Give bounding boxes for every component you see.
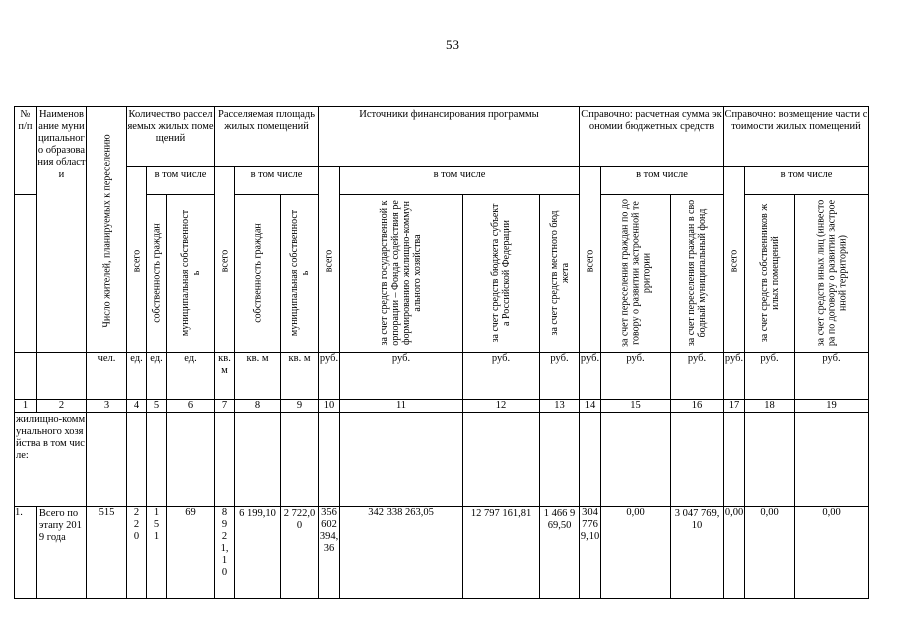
header-rooms-incl: в том числе: [147, 167, 215, 195]
colnum-17: 17: [724, 400, 745, 413]
colnum-10: 10: [319, 400, 340, 413]
units-row: [15, 353, 869, 400]
unit-c8: кв. м: [235, 353, 281, 400]
header-compensation: Справочно: возмещение части стоимости жилых помещений: [724, 107, 869, 167]
row-save-total: 3047769,10: [580, 507, 601, 599]
colnum-18: 18: [745, 400, 795, 413]
colnum-2: 2: [36, 400, 86, 413]
header-funding: Источники финансирования программы: [319, 107, 580, 167]
header-savings: Справочно: расчетная сумма экономии бюджетных средств: [580, 107, 724, 167]
row-fund-corp: 342 338 263,05: [340, 507, 463, 599]
header-comp-owners: за счет средств собственников жилых помещений: [745, 195, 795, 353]
unit-c12: руб.: [463, 353, 540, 400]
table-row: [15, 507, 869, 599]
colnum-1: 1: [15, 400, 37, 413]
header-comp-incl: в том числе: [745, 167, 869, 195]
unit-c15: руб.: [601, 353, 671, 400]
row-fund-total: 356602394,36: [319, 507, 340, 599]
row-rooms-total: 220: [127, 507, 147, 599]
header-save-incl: в том числе: [601, 167, 724, 195]
row-area-total: 8921,10: [215, 507, 235, 599]
unit-c7: кв.м: [215, 353, 235, 400]
unit-c9: кв. м: [281, 353, 319, 400]
row-num: 1.: [15, 507, 37, 599]
unit-c2: [36, 353, 86, 400]
colnum-7: 7: [215, 400, 235, 413]
colnum-16: 16: [671, 400, 724, 413]
unit-c16: руб.: [671, 353, 724, 400]
colnum-15: 15: [601, 400, 671, 413]
colnum-8: 8: [235, 400, 281, 413]
header-area-incl: в том числе: [235, 167, 319, 195]
header-num-blank: [15, 195, 37, 353]
unit-c11: руб.: [340, 353, 463, 400]
unit-c19: руб.: [795, 353, 869, 400]
colnum-6: 6: [167, 400, 215, 413]
header-area: Расселяемая площадь жилых помещений: [215, 107, 319, 167]
colnum-11: 11: [340, 400, 463, 413]
header-save-contract: за счет переселения граждан по договору о развитии застроенной территории: [601, 195, 671, 353]
header-fund-local: за счет средств местного бюджета: [540, 195, 580, 353]
header-rooms-own: собственность граждан: [147, 195, 167, 353]
header-residents: Число жителей, планируемых к переселению: [87, 107, 127, 353]
colnum-12: 12: [463, 400, 540, 413]
colnum-13: 13: [540, 400, 580, 413]
unit-c4: ед.: [127, 353, 147, 400]
row-fund-local: 1 466 969,50: [540, 507, 580, 599]
unit-c10: руб.: [319, 353, 340, 400]
unit-c18: руб.: [745, 353, 795, 400]
header-rooms: Количество расселяемых жилых помещений: [127, 107, 215, 167]
header-comp-investor: за счет средств иных лиц (инвестора по договору о развитии застроенной территории): [795, 195, 869, 353]
header-num: № п/п: [15, 107, 37, 195]
header-area-total: всего: [215, 167, 235, 353]
header-rooms-mun: муниципальная собственность: [167, 195, 215, 353]
header-fund-incl: в том числе: [340, 167, 580, 195]
row-rooms-own: 151: [147, 507, 167, 599]
header-save-total: всего: [580, 167, 601, 353]
header-fund-subject: за счет средств бюджета субъекта Российской Федерации: [463, 195, 540, 353]
unit-c1: [15, 353, 37, 400]
row-name: Всего по этапу 2019 года: [36, 507, 86, 599]
colnum-4: 4: [127, 400, 147, 413]
unit-c5: ед.: [147, 353, 167, 400]
row-area-mun: 2 722,00: [281, 507, 319, 599]
colnum-19: 19: [795, 400, 869, 413]
row-comp-investor: 0,00: [795, 507, 869, 599]
page-number: 53: [446, 37, 459, 52]
colnum-5: 5: [147, 400, 167, 413]
unit-c6: ед.: [167, 353, 215, 400]
unit-c13: руб.: [540, 353, 580, 400]
program-table: [14, 106, 869, 599]
header-fund-corp: за счет средств государственной корпорации – Фонда содействия реформированию жилищно-коммунального хозяйства: [340, 195, 463, 353]
header-area-own: собственность граждан: [235, 195, 281, 353]
section-label: жилищно-коммунального хозяйства в том числе:: [15, 413, 87, 507]
row-fund-subject: 12 797 161,81: [463, 507, 540, 599]
unit-c3: чел.: [87, 353, 127, 400]
header-fund-total: всего: [319, 167, 340, 353]
colnum-14: 14: [580, 400, 601, 413]
unit-c14: руб.: [580, 353, 601, 400]
row-save-contract: 0,00: [601, 507, 671, 599]
header-save-free: за счет переселения граждан в свободный муниципальный фонд: [671, 195, 724, 353]
header-name: Наименование муниципального образования области: [36, 107, 86, 353]
header-area-mun: муниципальная собственность: [281, 195, 319, 353]
row-area-own: 6 199,10: [235, 507, 281, 599]
unit-c17: руб.: [724, 353, 745, 400]
row-comp-total: 0,00: [724, 507, 745, 599]
colnum-3: 3: [87, 400, 127, 413]
header-comp-total: всего: [724, 167, 745, 353]
row-save-free: 3 047 769,10: [671, 507, 724, 599]
row-rooms-mun: 69: [167, 507, 215, 599]
colnum-9: 9: [281, 400, 319, 413]
row-comp-owners: 0,00: [745, 507, 795, 599]
row-residents: 515: [87, 507, 127, 599]
column-numbers-row: [15, 400, 869, 413]
section-row: [15, 413, 869, 507]
header-rooms-total: всего: [127, 167, 147, 353]
